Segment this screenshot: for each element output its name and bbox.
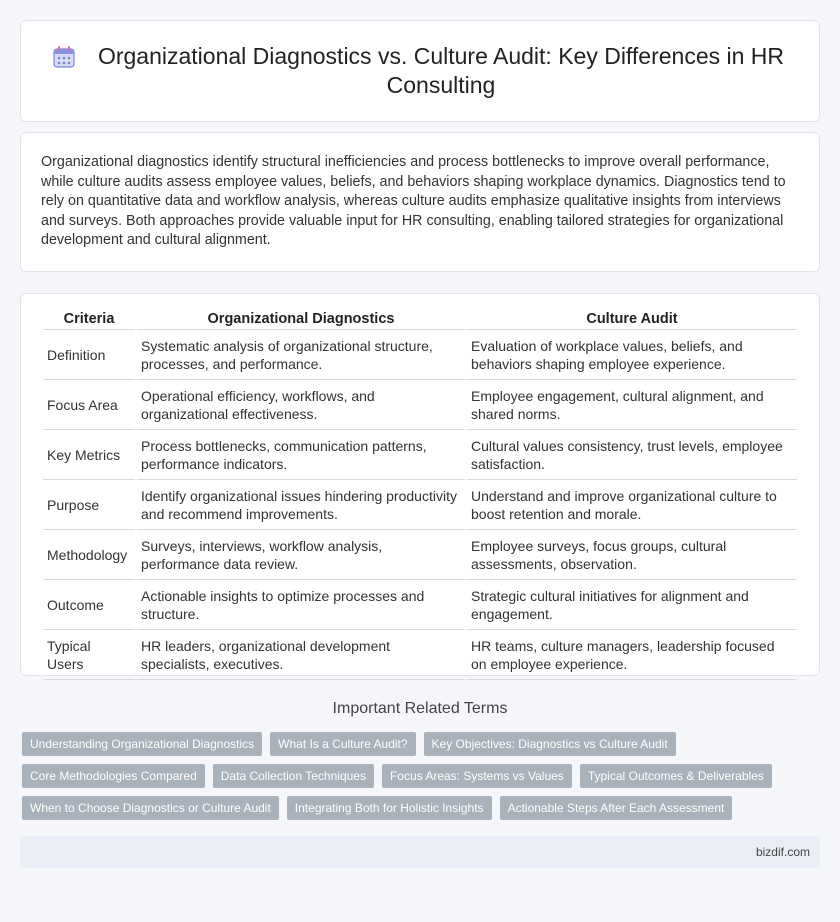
row-culture-audit: Understand and improve organizational culture to boost retention and morale. — [467, 481, 797, 530]
table-row — [43, 331, 797, 380]
header-culture-audit: Culture Audit — [467, 309, 797, 330]
row-culture-audit: Employee engagement, cultural alignment, and shared norms. — [467, 381, 797, 430]
row-culture-audit: Employee surveys, focus groups, cultural assessments, observation. — [467, 531, 797, 580]
related-term-tag[interactable]: Typical Outcomes & Deliverables — [580, 764, 772, 788]
intro-text: Organizational diagnostics identify structural inefficiencies and process bottlenecks to improve overall performance, while culture audits assess employee values, beliefs, and behaviors shaping workplace dynamics. Diagnostics tend to rely on quantitative data and workflow analysis, whereas culture audits emphasize qualitative insights from interviews and surveys. Both approaches provide valuable input for HR consulting, enabling tailored strategies for organizational development and cultural alignment. — [41, 154, 786, 248]
related-term-tag[interactable]: Actionable Steps After Each Assessment — [500, 796, 733, 820]
related-terms-section — [0, 700, 840, 820]
footer-bar — [20, 836, 820, 868]
row-criteria: Focus Area — [43, 381, 135, 430]
related-term-tag[interactable]: What Is a Culture Audit? — [270, 732, 415, 756]
row-criteria: Definition — [43, 331, 135, 380]
table-row — [43, 581, 797, 630]
related-term-tag[interactable]: Integrating Both for Holistic Insights — [287, 796, 492, 820]
comparison-table-card — [20, 293, 820, 676]
row-culture-audit: Strategic cultural initiatives for alignment and engagement. — [467, 581, 797, 630]
row-diagnostics: Surveys, interviews, workflow analysis, performance data review. — [137, 531, 465, 580]
calendar-icon — [51, 44, 77, 70]
row-culture-audit: Evaluation of workplace values, beliefs, and behaviors shaping employee experience. — [467, 331, 797, 380]
footer-site-link[interactable]: bizdif.com — [755, 845, 810, 859]
related-term-tag[interactable]: Focus Areas: Systems vs Values — [382, 764, 572, 788]
table-row — [43, 431, 797, 480]
row-diagnostics: Operational efficiency, workflows, and organizational effectiveness. — [137, 381, 465, 430]
page-title: Organizational Diagnostics vs. Culture Audit: Key Differences in HR Consulting — [97, 43, 785, 98]
row-criteria: Typical Users — [43, 631, 135, 680]
row-diagnostics: Identify organizational issues hindering productivity and recommend improvements. — [137, 481, 465, 530]
intro-card — [20, 132, 820, 272]
row-diagnostics: Actionable insights to optimize processes and structure. — [137, 581, 465, 630]
table-row — [43, 631, 797, 680]
row-diagnostics: HR leaders, organizational development specialists, executives. — [137, 631, 465, 680]
header-organizational-diagnostics: Organizational Diagnostics — [137, 309, 465, 330]
table-row — [43, 481, 797, 530]
row-criteria: Outcome — [43, 581, 135, 630]
row-diagnostics: Systematic analysis of organizational structure, processes, and performance. — [137, 331, 465, 380]
row-criteria: Purpose — [43, 481, 135, 530]
header-criteria: Criteria — [43, 309, 135, 330]
row-criteria: Key Metrics — [43, 431, 135, 480]
title-wrap — [51, 42, 789, 100]
row-diagnostics: Process bottlenecks, communication patterns, performance indicators. — [137, 431, 465, 480]
row-criteria: Methodology — [43, 531, 135, 580]
related-term-tag[interactable]: When to Choose Diagnostics or Culture Audit — [22, 796, 279, 820]
related-term-tag[interactable]: Data Collection Techniques — [213, 764, 374, 788]
row-culture-audit: HR teams, culture managers, leadership focused on employee experience. — [467, 631, 797, 680]
related-term-tag[interactable]: Core Methodologies Compared — [22, 764, 205, 788]
related-terms-tags — [22, 732, 818, 820]
table-header-row — [43, 309, 797, 330]
related-term-tag[interactable]: Key Objectives: Diagnostics vs Culture Audit — [424, 732, 676, 756]
comparison-table — [41, 308, 799, 681]
table-row — [43, 531, 797, 580]
row-culture-audit: Cultural values consistency, trust levels, employee satisfaction. — [467, 431, 797, 480]
related-term-tag[interactable]: Understanding Organizational Diagnostics — [22, 732, 262, 756]
title-card — [20, 20, 820, 122]
table-row — [43, 381, 797, 430]
related-terms-heading: Important Related Terms — [332, 700, 508, 717]
